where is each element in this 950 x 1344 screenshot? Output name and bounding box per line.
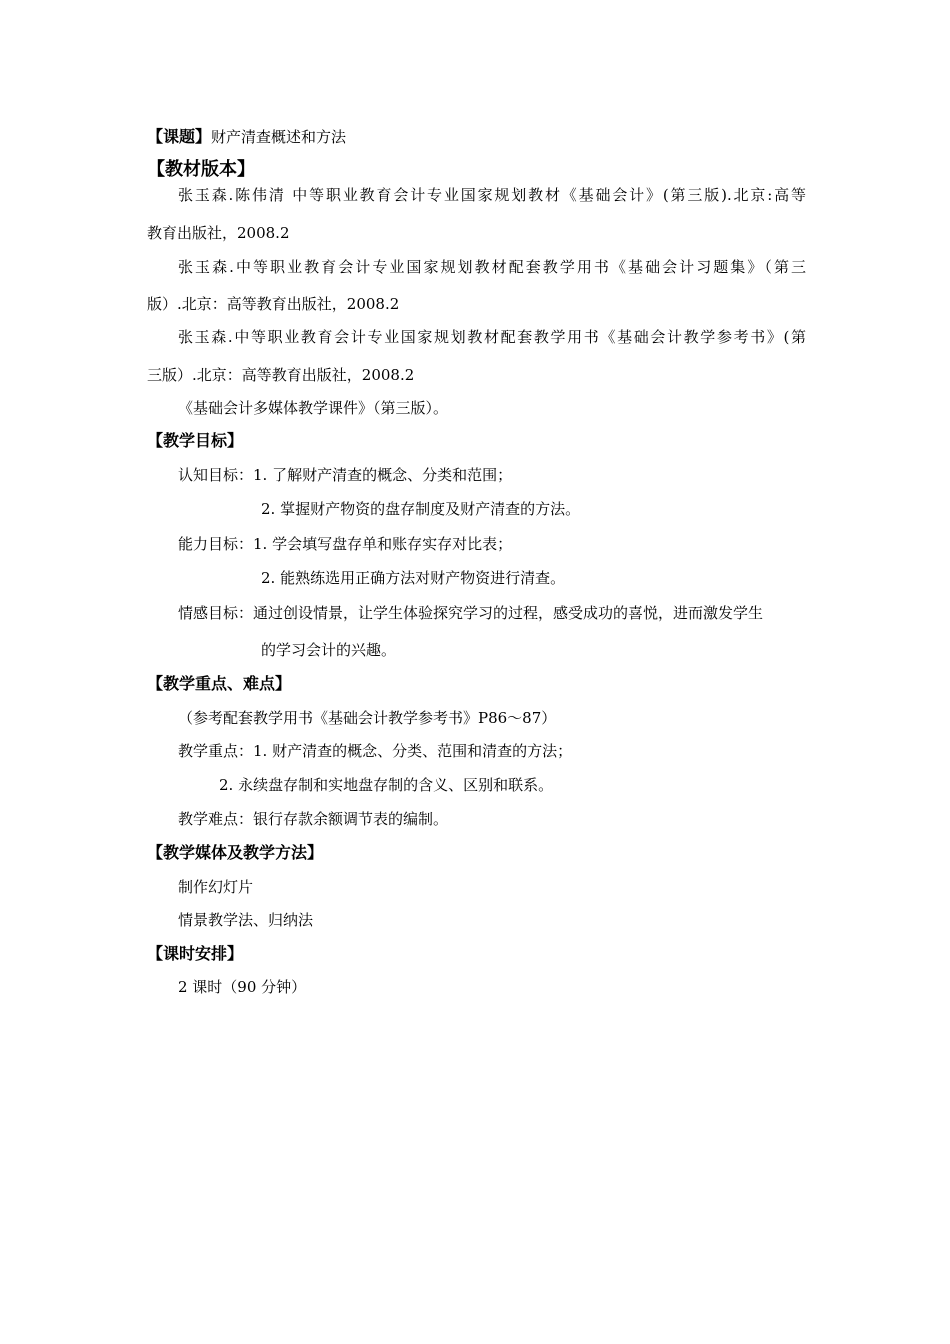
emotion-line-1 [178,603,806,623]
cognitive-label: 认知目标： [178,466,254,484]
topic-text: 财产清查概述和方法 [211,128,347,146]
textbook-line-7: 《基础会计多媒体教学课件》（第三版）。 [178,399,449,417]
cognitive-line-1 [178,465,512,485]
media-heading: 【教学媒体及教学方法】 [147,843,324,862]
objectives-heading: 【教学目标】 [147,431,244,450]
difficult-line: 教学难点：银行存款余额调节表的编制。 [178,810,449,828]
ability-line-1 [178,534,512,554]
textbook-line-2: 教育出版社，2008.2 [147,224,290,242]
ability-label: 能力目标： [178,535,254,553]
topic-line [147,127,346,147]
ability-item-2: 2. 能熟练选用正确方法对财产物资进行清查。 [261,569,566,587]
textbook-line-6: 三版）.北京：高等教育出版社，2008.2 [147,366,415,384]
media-line-2: 情景教学法、归纳法 [178,911,314,929]
textbook-line-3: 张玉森.中等职业教育会计专业国家规划教材配套教学用书《基础会计习题集》（第三 [178,258,806,276]
textbook-line-5: 张玉森.中等职业教育会计专业国家规划教材配套教学用书《基础会计教学参考书》(第 [178,328,806,346]
schedule-heading: 【课时安排】 [147,944,244,963]
cognitive-item-1: 1. 了解财产清查的概念、分类和范围； [253,466,513,484]
keypoints-reference: （参考配套教学用书《基础会计教学参考书》P86～87） [178,709,557,727]
emotion-label: 情感目标： [178,604,254,622]
schedule-line-1: 2 课时（90 分钟） [178,978,307,996]
key-line-1 [178,741,572,761]
key-label: 教学重点： [178,742,254,760]
ability-item-1: 1. 学会填写盘存单和账存实存对比表； [253,535,513,553]
textbook-heading: 【教材版本】 [147,159,255,180]
textbook-line-4: 版）.北京：高等教育出版社，2008.2 [147,295,400,313]
cognitive-item-2: 2. 掌握财产物资的盘存制度及财产清查的方法。 [261,500,581,518]
key-item-2: 2. 永续盘存制和实地盘存制的含义、区别和联系。 [219,776,554,794]
emotion-text-2: 的学习会计的兴趣。 [261,641,397,659]
textbook-line-1: 张玉森.陈伟清 中等职业教育会计专业国家规划教材《基础会计》(第三版).北京:高等 [178,186,806,204]
emotion-text-1: 通过创设情景，让学生体验探究学习的过程，感受成功的喜悦，进而激发学生 [253,604,764,622]
media-line-1: 制作幻灯片 [178,878,254,896]
key-item-1: 1. 财产清查的概念、分类、范围和清查的方法； [253,742,573,760]
topic-label: 【课题】 [147,127,212,146]
keypoints-heading: 【教学重点、难点】 [147,674,292,693]
